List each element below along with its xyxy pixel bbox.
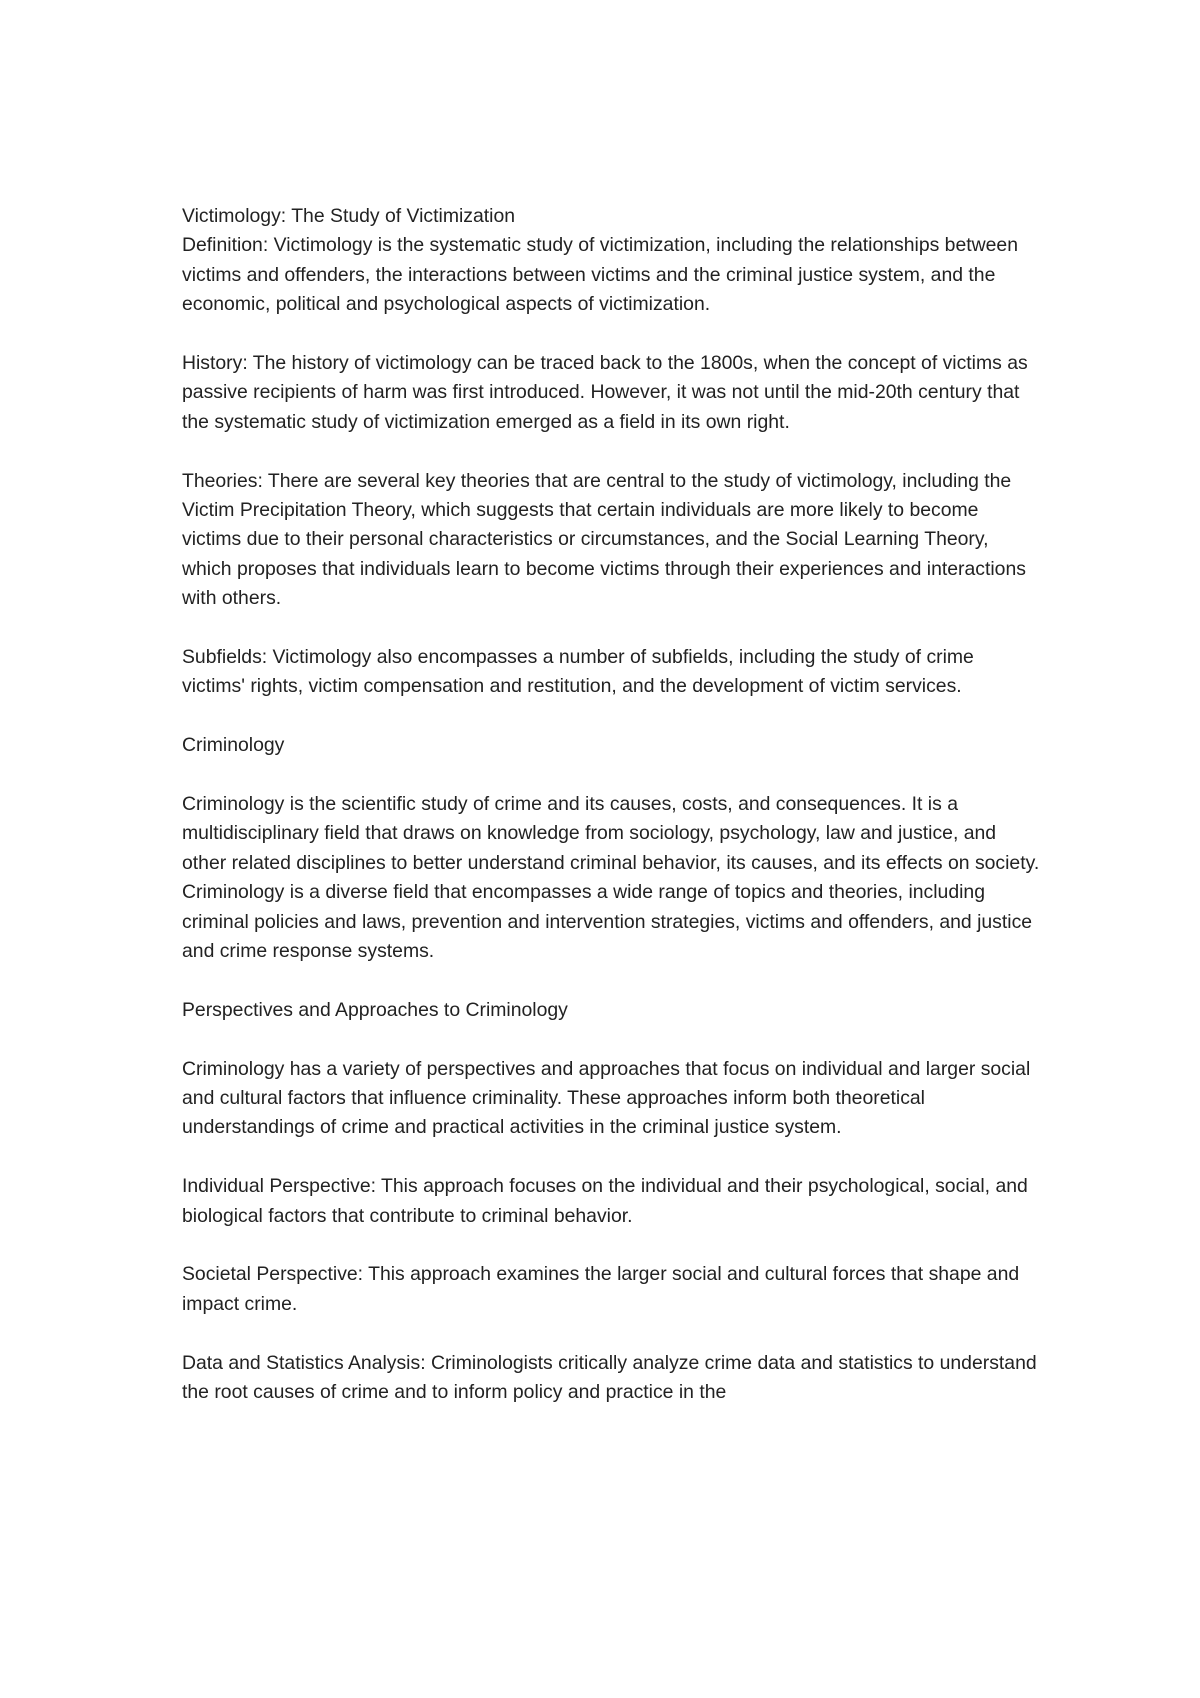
individual-perspective-paragraph: Individual Perspective: This approach focuses on the individual and their psychological, social, and biological factors that contribute to criminal behavior.	[182, 1175, 1034, 1227]
document-body	[182, 202, 1045, 1408]
criminology-paragraph: Criminology is the scientific study of crime and its causes, costs, and consequences. It is a multidisciplinary field that draws on knowledge from sociology, psychology, law and justice, and other related disciplines to better understand criminal behavior, its causes, and its effects on society. Criminology is a diverse field that encompasses a wide range of topics and theories, including criminal policies and laws, prevention and intervention strategies, victims and offenders, and justice and crime response systems.	[182, 793, 1045, 963]
criminology-heading: Criminology	[182, 734, 285, 757]
societal-perspective-paragraph: Societal Perspective: This approach examines the larger social and cultural forces that shape and impact crime.	[182, 1263, 1025, 1315]
perspectives-heading: Perspectives and Approaches to Criminology	[182, 998, 568, 1021]
perspectives-paragraph: Criminology has a variety of perspectives and approaches that focus on individual and larger social and cultural factors that influence criminality. These approaches inform both theoretical understandings of crime and practical activities in the criminal justice system.	[182, 1057, 1036, 1139]
theories-paragraph: Theories: There are several key theories that are central to the study of victimology, including the Victim Precipitation Theory, which suggests that certain individuals are more likely to become victims due to their personal characteristics or circumstances, and the Social Learning Theory, which proposes that individuals learn to become victims through their experiences and interactions with others.	[182, 469, 1032, 610]
document-title: Victimology: The Study of Victimization	[182, 205, 516, 227]
history-paragraph: History: The history of victimology can be traced back to the 1800s, when the concept of victims as passive recipients of harm was first introduced. However, it was not until the mid-20th century that the systematic study of victimization emerged as a field in its own right.	[182, 352, 1034, 433]
subfields-paragraph: Subfields: Victimology also encompasses a number of subfields, including the study of crime victims' rights, victim compensation and restitution, and the development of victim services.	[182, 646, 980, 698]
data-analysis-paragraph: Data and Statistics Analysis: Criminologists critically analyze crime data and statistics to understand the root causes of crime and to inform policy and practice in the	[182, 1351, 1043, 1404]
definition-paragraph: Definition: Victimology is the systematic study of victimization, including the relationships between victims and offenders, the interactions between victims and the criminal justice system, and the economic, political and psychological aspects of victimization.	[182, 234, 1024, 316]
